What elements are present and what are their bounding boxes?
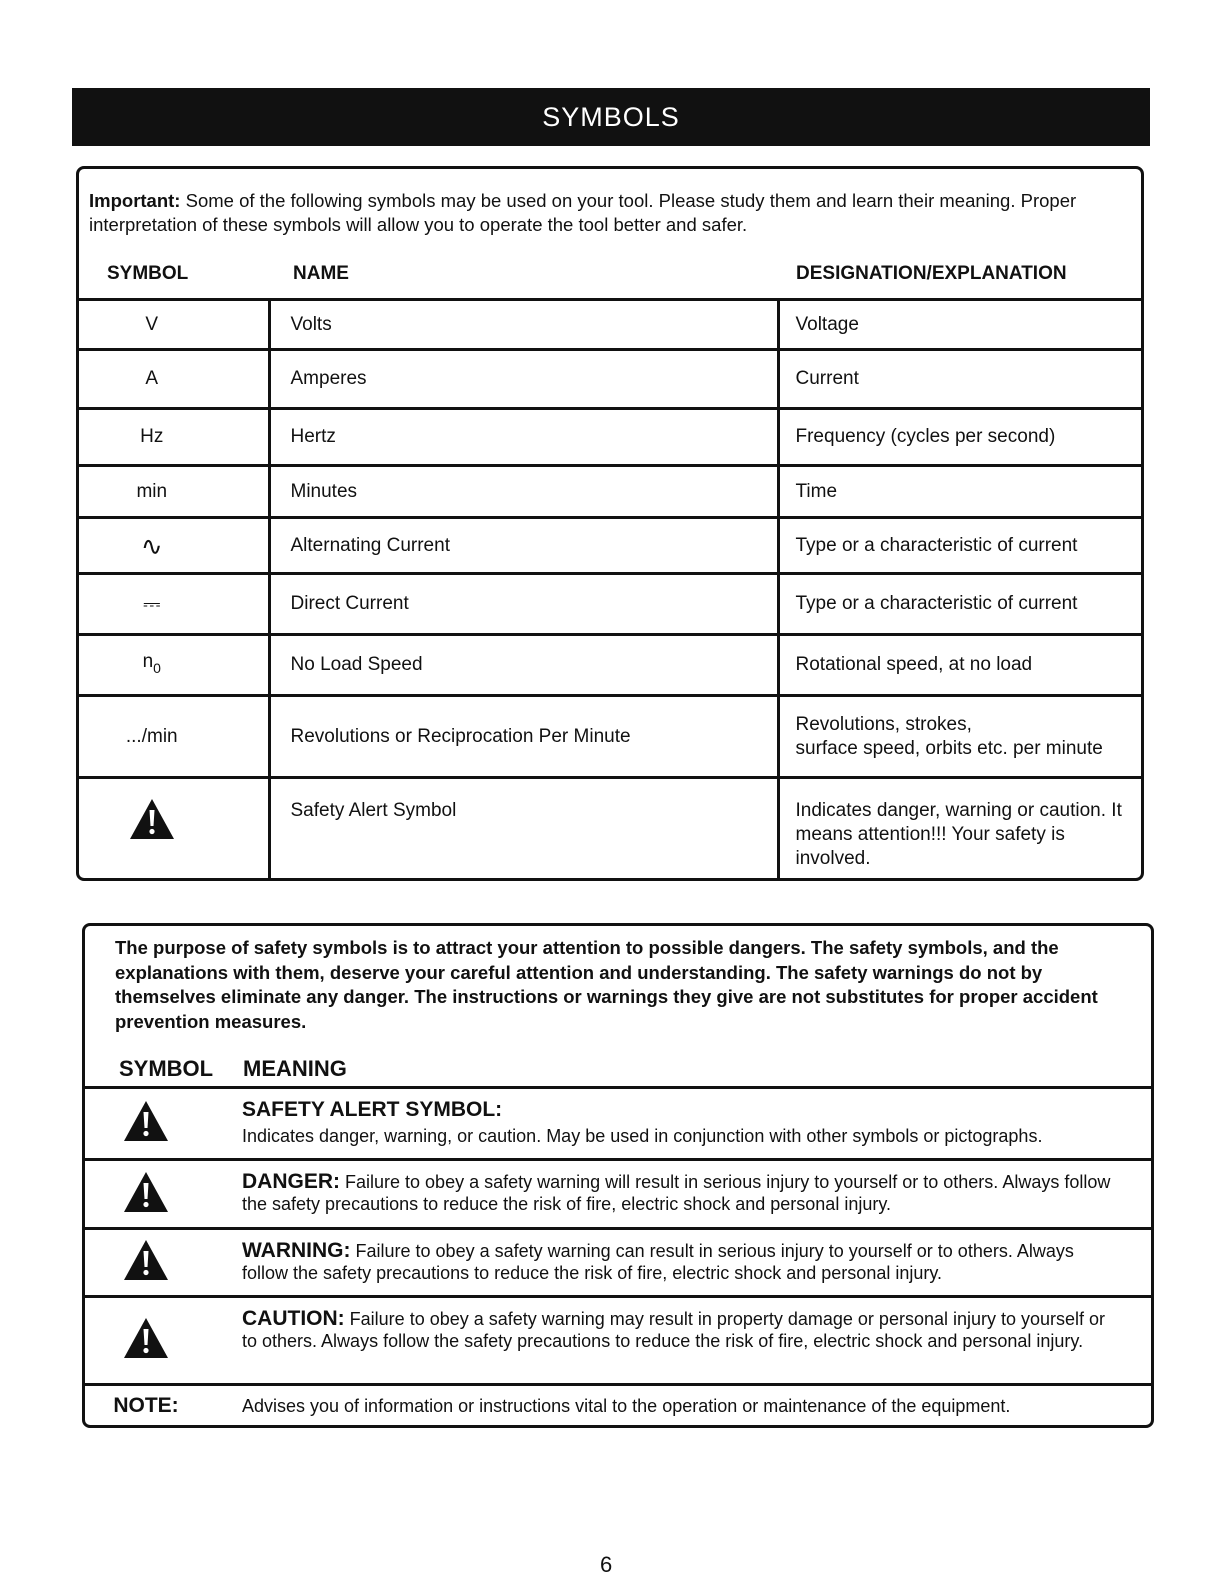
note-label: NOTE: [82, 1385, 242, 1427]
name-cell: Safety Alert Symbol [269, 778, 778, 881]
direct-current-icon: ⎓ [76, 574, 269, 635]
table-row [76, 635, 1144, 696]
symbol-cell [82, 1229, 242, 1297]
meaning-cell [242, 1297, 1154, 1385]
designation-cell: Voltage [778, 300, 1144, 350]
symbol-cell [76, 778, 269, 881]
designation-cell: Indicates danger, warning or caution. It means attention!!! Your safety is involved. [778, 778, 1144, 881]
table-row [82, 1297, 1154, 1385]
page-number: 6 [600, 1552, 613, 1577]
symbol-cell: .../min [76, 696, 269, 778]
table-row [76, 466, 1144, 518]
meaning-text: Failure to obey a safety warning may result in property damage or personal injury to yourself or to others. Always follow the safety precautions to reduce the risk of fire, electric shock and personal injury. [242, 1309, 1106, 1351]
meaning-text: Failure to obey a safety warning will result in serious injury to yourself or to others. Always follow the safety precautions to reduce the risk of fire, electric shock and personal injury. [242, 1172, 1111, 1214]
term-label: WARNING: [242, 1239, 351, 1262]
meaning-cell [242, 1229, 1154, 1297]
purpose-paragraph: The purpose of safety symbols is to attract your attention to possible dangers. The safety symbols, and the explanations with them, deserve your careful attention and understanding. The safety warnings do not by themselves eliminate any danger. The instructions or warnings they give are not substitutes for proper accident prevention measures. [115, 937, 1098, 1032]
table-row [82, 1088, 1154, 1160]
name-cell: Alternating Current [269, 518, 778, 574]
meaning-text: Indicates danger, warning, or caution. May be used in conjunction with other symbols or pictographs. [242, 1126, 1043, 1146]
col-header-name: NAME [293, 263, 349, 284]
symbol-cell: A [76, 350, 269, 409]
table-row [76, 409, 1144, 466]
name-cell: Minutes [269, 466, 778, 518]
symbol-cell [82, 1160, 242, 1229]
table-row [76, 778, 1144, 881]
designation-cell: Current [778, 350, 1144, 409]
symbol-cell [76, 635, 269, 696]
meaning-text: Failure to obey a safety warning can result in serious injury to yourself or to others. Always follow the safety precautions to reduce the risk of fire, electric shock and personal injury. [242, 1241, 1074, 1283]
table-row [76, 574, 1144, 635]
alternating-current-icon: ∿ [76, 518, 269, 574]
col-header-designation: DESIGNATION/EXPLANATION [796, 263, 1067, 284]
meaning-cell [242, 1160, 1154, 1229]
table-row [76, 696, 1144, 778]
symbol-main: n [142, 651, 154, 672]
designation-cell: Time [778, 466, 1144, 518]
note-text: Advises you of information or instructions vital to the operation or maintenance of the equipment. [242, 1385, 1154, 1427]
col-header-symbol: SYMBOL [107, 263, 189, 284]
safety-alert-icon [122, 1316, 170, 1360]
intro-text: Some of the following symbols may be used on your tool. Please study them and learn their meaning. Proper interpretation of these symbols will allow you to operate the tool better and safer. [89, 190, 1077, 235]
table-row [82, 1229, 1154, 1297]
symbol-cell: min [76, 466, 269, 518]
name-cell: Volts [269, 300, 778, 350]
safety-symbols-table [82, 1086, 1154, 1427]
designation-cell: Frequency (cycles per second) [778, 409, 1144, 466]
table-row [76, 518, 1144, 574]
designation-cell: Type or a characteristic of current [778, 518, 1144, 574]
symbol-subscript: 0 [153, 660, 161, 676]
term-label: SAFETY ALERT SYMBOL: [242, 1098, 503, 1121]
table-row [82, 1385, 1154, 1427]
intro-paragraph [89, 189, 1139, 237]
section-header [72, 88, 1150, 146]
designation-cell: Rotational speed, at no load [778, 635, 1144, 696]
name-cell: Revolutions or Reciprocation Per Minute [269, 696, 778, 778]
symbol-cell [82, 1088, 242, 1160]
section-title: SYMBOLS [542, 101, 680, 132]
designation-line: surface speed, orbits etc. per minute [795, 737, 1103, 759]
symbol-cell: Hz [76, 409, 269, 466]
table-row [76, 300, 1144, 350]
intro-label: Important: [89, 190, 181, 211]
safety-alert-icon [122, 1170, 170, 1214]
table-row [82, 1160, 1154, 1229]
name-cell: No Load Speed [269, 635, 778, 696]
term-label: DANGER: [242, 1170, 340, 1193]
table-row [76, 350, 1144, 409]
term-label: CAUTION: [242, 1307, 345, 1330]
col-header-meaning: MEANING [243, 1056, 347, 1081]
symbol-cell [82, 1297, 242, 1385]
safety-alert-icon [122, 1238, 170, 1282]
safety-symbols-box [82, 923, 1154, 1428]
designation-cell [778, 696, 1144, 778]
designation-line: Revolutions, strokes, [795, 713, 972, 735]
name-cell: Direct Current [269, 574, 778, 635]
name-cell: Amperes [269, 350, 778, 409]
symbols-table-box [76, 166, 1144, 881]
col-header-symbol: SYMBOL [119, 1056, 214, 1081]
meaning-cell [242, 1088, 1154, 1160]
symbol-cell: V [76, 300, 269, 350]
symbols-table [76, 298, 1144, 881]
designation-cell: Type or a characteristic of current [778, 574, 1144, 635]
name-cell: Hertz [269, 409, 778, 466]
safety-alert-icon [128, 797, 176, 841]
safety-alert-icon [122, 1099, 170, 1143]
